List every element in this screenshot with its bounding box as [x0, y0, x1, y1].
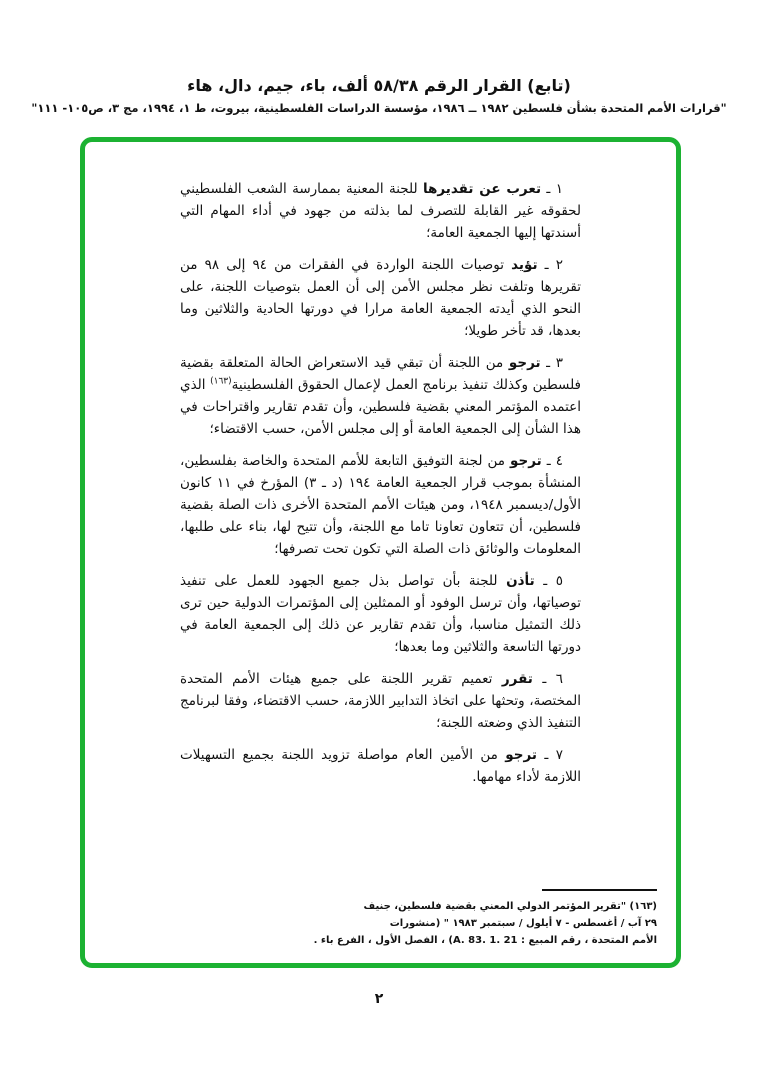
- paragraph-6: [180, 668, 581, 734]
- paragraph-number: ٢ ـ: [537, 257, 563, 273]
- paragraph-number: ٦ ـ: [532, 671, 563, 687]
- paragraph-keyword: ترجو: [510, 453, 542, 469]
- paragraph-number: ٤ ـ: [541, 453, 563, 469]
- paragraph-keyword: تقرر: [501, 671, 533, 687]
- paragraph-number: ٧ ـ: [536, 747, 563, 763]
- paragraph-number: ٣ ـ: [540, 355, 563, 371]
- paragraph-keyword: تأذن: [506, 573, 535, 589]
- footnote-line: الأمم المتحدة ، رقم المبيع : A. 83. 1. 21) ، الفصل الأول ، الفرع باء .: [313, 935, 657, 946]
- page-number: ٢: [374, 991, 384, 1007]
- paragraph-text: من اللجنة أن تبقي قيد الاستعراض الحالة المتعلقة بقضية فلسطين وكذلك تنفيذ برنامج العمل لإعمال الحقوق الفلسطينية: [180, 355, 581, 393]
- footnote-separator: [542, 889, 657, 891]
- paragraph-2: [180, 254, 581, 342]
- paragraph-4: [180, 450, 581, 560]
- paragraph-number: ١ ـ: [541, 181, 563, 197]
- paragraph-text: توصيات اللجنة الواردة في الفقرات من ٩٤ إلى ٩٨ من تقريرها وتلفت نظر مجلس الأمن إلى أن العمل بتوصيات اللجنة، على النحو الذي أيدته الجمعية العامة مرارا في دورتها الحادية والثلاثين وما بعدها، قد تأخر طويلا؛: [180, 257, 581, 339]
- footnote-line: ٢٩ آب / أغسطس - ٧ أيلول / سبتمبر ١٩٨٣ " (منشورات: [389, 918, 657, 929]
- paragraph-text: الذي اعتمده المؤتمر المعني بقضية فلسطين، وأن تقدم تقارير واقتراحات في هذا الشأن إلى الجمعية العامة أو إلى مجلس الأمن، حسب الاقتضاء؛: [180, 377, 581, 437]
- paragraph-7: [180, 744, 581, 788]
- paragraph-text: تعميم تقرير اللجنة على جميع هيئات الأمم المتحدة المختصة، وتحثها على اتخاذ التدابير اللازمة، حسب الاقتضاء، وفقا لبرنامج التنفيذ الذي وضعته اللجنة؛: [180, 671, 581, 731]
- footnote: [313, 889, 657, 949]
- resolution-text: [85, 142, 676, 788]
- paragraph-keyword: ترجو: [505, 747, 537, 763]
- source-citation: "قرارات الأمم المتحدة بشأن فلسطين ١٩٨٢ ــ ١٩٨٦، مؤسسة الدراسات الفلسطينية، بيروت، ط ١، ١٩٩٤، مج ٣، ص١٠٥- ١١١": [31, 101, 727, 115]
- page-title: (تابع) القرار الرقم ٥٨/٣٨ ألف، باء، جيم، دال، هاء: [187, 76, 571, 95]
- paragraph-text: من لجنة التوفيق التابعة للأمم المتحدة والخاصة بفلسطين، المنشأة بموجب قرار الجمعية العامة ١٩٤ (د ـ ٣) المؤرخ في ١١ كانون الأول/ديسمبر ١٩٤٨، ومن هيئات الأمم المتحدة الأخرى ذات الصلة بقضية فلسطين، أن تتعاون تعاونا تاما مع اللجنة، وأن تتيح لها، بناء على طلبها، المعلومات والوثائق ذات الصلة التي تكون تحت تصرفها؛: [180, 453, 582, 557]
- document-header: [0, 0, 758, 116]
- footnote-line: (١٦٣) "تقرير المؤتمر الدولي المعني بقضية فلسطين، جنيف: [363, 901, 657, 912]
- paragraph-keyword: تعرب عن تقديرها: [422, 181, 542, 197]
- paragraph-5: [180, 570, 581, 658]
- paragraph-keyword: ترجو: [508, 355, 541, 371]
- paragraph-3: [180, 352, 581, 440]
- paragraph-text: للجنة بأن تواصل بذل جميع الجهود للعمل على تنفيذ توصياتها، وأن ترسل الوفود أو الممثلين إلى المؤتمرات الدولية حين ترى ذلك التمثيل مناسبا، وأن تقدم تقارير عن ذلك إلى الجمعية العامة في دورتها التاسعة والثلاثين وما بعدها؛: [180, 573, 581, 655]
- footnote-ref: (١٦٣): [210, 376, 232, 387]
- paragraph-number: ٥ ـ: [534, 573, 563, 589]
- paragraph-text: من الأمين العام مواصلة تزويد اللجنة بجميع التسهيلات اللازمة لأداء مهامها.: [180, 747, 581, 785]
- resolution-box: [80, 137, 681, 968]
- paragraph-keyword: تؤيد: [511, 257, 538, 273]
- paragraph-text: للجنة المعنية بممارسة الشعب الفلسطيني لحقوقه غير القابلة للتصرف لما بذلته من جهود في أداء المهام التي أسندتها إليها الجمعية العامة؛: [180, 181, 581, 241]
- paragraph-1: [180, 178, 581, 244]
